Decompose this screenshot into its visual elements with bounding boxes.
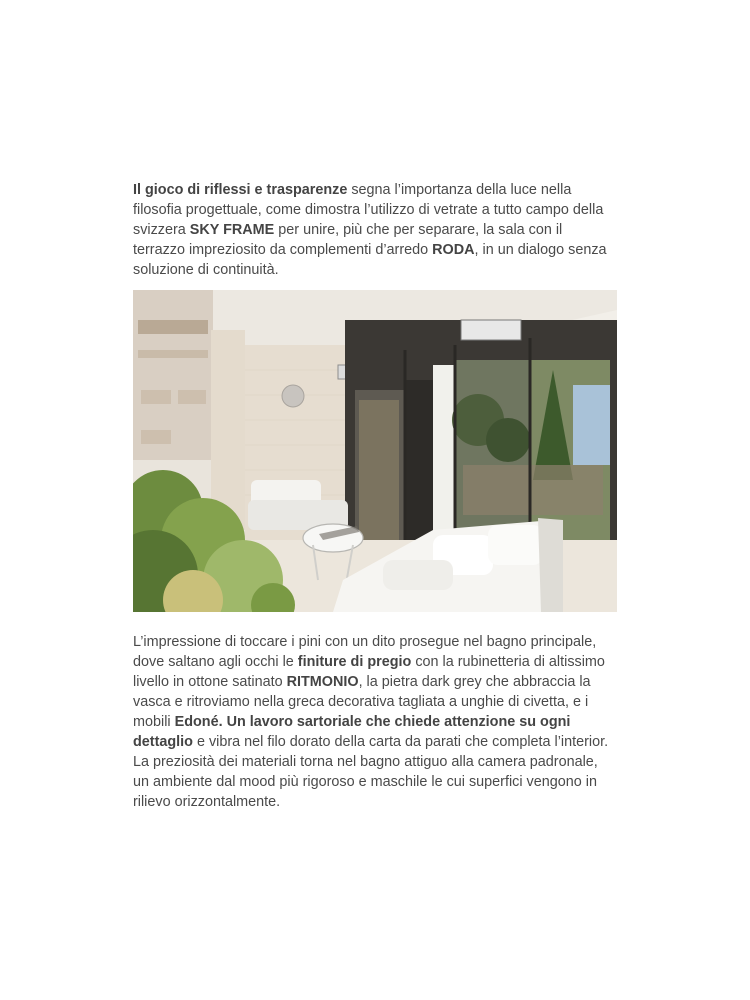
brand-edone: Edoné. Un lavoro sartoriale che chiede attenzione su ogni dettaglio [133,714,571,750]
brand-roda: RODA [432,242,475,258]
paragraph-intro-text-c: , in un dialogo senza soluzione di continuità. [133,242,607,278]
terrace-photo [133,290,617,612]
bold-finiture: finiture di pregio [297,654,412,670]
paragraph-details-text-a: L’impressione di toccare i pini con un dito prosegue nel bagno principale, dove saltano agli occhi le [133,634,597,670]
paragraph-details-text-d: e vibra nel filo dorato della carta da parati che completa l’interior. La preziosità dei materiali torna nel bagno attiguo alla camera padronale, un ambiente dal mood più rigoroso e maschile le cui superfici vengono in rilievo orizzontalmente. [133,734,609,810]
paragraph-details [133,632,617,812]
brand-sky-frame: SKY FRAME [189,222,275,238]
paragraph-intro [133,180,617,280]
article-body [133,180,617,812]
terrace-illustration [133,290,617,612]
paragraph-intro-text-a: segna l’importanza della luce nella filosofia progettuale, come dimostra l’utilizzo di vetrate a tutto campo della svizzera [133,182,604,238]
paragraph-intro-text-b: per unire, più che per separare, la sala con il terrazzo impreziosito da complementi d’arredo [133,222,563,258]
paragraph-details-text-c: , la pietra dark grey che abbraccia la vasca e ritroviamo nella greca decorativa tagliata a unghie di civetta, e i mobili [133,674,591,730]
paragraph-details-text-b: con la rubinetteria di altissimo livello in ottone satinato [133,654,605,690]
bold-intro: Il gioco di riflessi e trasparenze [133,182,348,198]
brand-ritmonio: RITMONIO [286,674,359,690]
